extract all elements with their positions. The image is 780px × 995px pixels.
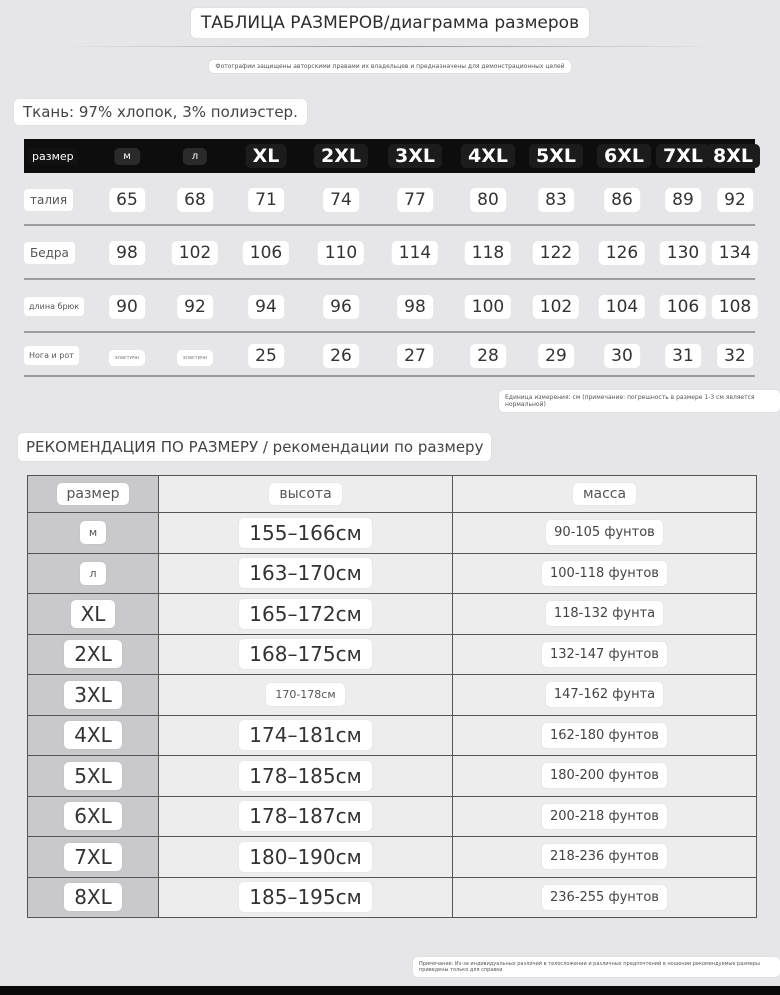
height-cell xyxy=(159,756,453,797)
height-cell xyxy=(159,675,453,716)
row-size: м xyxy=(80,521,106,544)
size-header-5xl: 5XL xyxy=(529,144,583,168)
row-size: 8XL xyxy=(64,883,122,911)
height-cell xyxy=(159,553,453,594)
leg-3xl: 27 xyxy=(397,344,433,368)
row-weight: 218-236 фунтов xyxy=(542,844,667,869)
size-header-xl: XL xyxy=(246,144,287,168)
row-size: 7XL xyxy=(64,843,122,871)
recommendation-title: РЕКОМЕНДАЦИЯ ПО РАЗМЕРУ / рекомендации по размеру xyxy=(18,433,491,461)
height-cell xyxy=(159,715,453,756)
size-cell xyxy=(28,877,159,918)
table-row xyxy=(28,553,757,594)
waist-2xl: 74 xyxy=(323,188,359,212)
height-cell xyxy=(159,594,453,635)
table-row xyxy=(28,837,757,878)
weight-cell xyxy=(453,675,757,716)
row-height: 170-178см xyxy=(266,683,344,706)
size-header-label: размер xyxy=(28,148,78,165)
bottom-note: Примечание: Из-за индивидуальных различий в телосложении и различных предпочтений в ношении рекомендуемые размеры приведены только для справки xyxy=(413,957,780,977)
size-cell xyxy=(28,756,159,797)
recommendation-table xyxy=(27,475,757,918)
length-xl: 94 xyxy=(248,295,284,319)
table-row xyxy=(28,634,757,675)
row-size: 4XL xyxy=(64,721,122,749)
size-cell xyxy=(28,675,159,716)
row-weight: 132-147 фунтов xyxy=(542,642,667,667)
waist-4xl: 80 xyxy=(470,188,506,212)
row-divider xyxy=(24,224,755,226)
length-2xl: 96 xyxy=(323,295,359,319)
size-cell xyxy=(28,513,159,554)
waist-m: 65 xyxy=(109,188,145,212)
length-5xl: 102 xyxy=(533,295,579,319)
hips-5xl: 122 xyxy=(533,241,579,265)
size-cell xyxy=(28,553,159,594)
row-size: 6XL xyxy=(64,802,122,830)
row-divider xyxy=(24,331,755,333)
size-header-m: м xyxy=(114,148,140,165)
height-cell xyxy=(159,513,453,554)
row-height: 165–172см xyxy=(239,599,371,629)
row-weight: 200-218 фунтов xyxy=(542,804,667,829)
bottom-bar xyxy=(0,986,780,995)
header-height-cell xyxy=(159,476,453,513)
waist-8xl: 92 xyxy=(717,188,753,212)
row-height: 178–185см xyxy=(239,761,371,791)
row-weight: 100-118 фунтов xyxy=(542,561,667,586)
fabric-composition: Ткань: 97% хлопок, 3% полиэстер. xyxy=(14,99,307,125)
table-header-row xyxy=(28,476,757,513)
header-weight-cell xyxy=(453,476,757,513)
size-header-3xl: 3XL xyxy=(388,144,442,168)
size-header-l: л xyxy=(183,148,207,165)
length-6xl: 104 xyxy=(599,295,645,319)
row-size: 2XL xyxy=(64,640,122,668)
row-height: 185–195см xyxy=(239,882,371,912)
size-chart-header xyxy=(24,139,755,173)
hips-8xl: 134 xyxy=(712,241,758,265)
header-weight: масса xyxy=(573,483,636,505)
row-height: 168–175см xyxy=(239,639,371,669)
row-label-hips: Бедра xyxy=(24,242,75,264)
hips-7xl: 130 xyxy=(660,241,706,265)
length-8xl: 108 xyxy=(712,295,758,319)
table-row xyxy=(28,594,757,635)
row-height: 163–170см xyxy=(239,558,371,588)
row-height: 178–187см xyxy=(239,801,371,831)
waist-l: 68 xyxy=(177,188,213,212)
row-label-leg-opening: Нога и рот xyxy=(24,346,79,365)
row-height: 174–181см xyxy=(239,720,371,750)
row-weight: 180-200 фунтов xyxy=(542,763,667,788)
row-height: 155–166см xyxy=(239,518,371,548)
weight-cell xyxy=(453,513,757,554)
row-weight: 118-132 фунта xyxy=(546,601,663,626)
size-header-4xl: 4XL xyxy=(461,144,515,168)
height-cell xyxy=(159,837,453,878)
hips-xl: 106 xyxy=(243,241,289,265)
row-weight: 147-162 фунта xyxy=(546,682,663,707)
hips-3xl: 114 xyxy=(392,241,438,265)
row-weight: 236-255 фунтов xyxy=(542,885,667,910)
size-cell xyxy=(28,594,159,635)
title-area xyxy=(0,8,780,38)
height-cell xyxy=(159,796,453,837)
unit-note: Единица измерения: см (примечание: погрешность в размере 1-3 см является нормальной) xyxy=(499,390,780,412)
waist-xl: 71 xyxy=(248,188,284,212)
title-divider xyxy=(60,46,720,47)
size-header-8xl: 8XL xyxy=(706,144,760,168)
table-row xyxy=(28,715,757,756)
row-label-pants-length: длина брюк xyxy=(24,297,84,316)
header-height: высота xyxy=(269,483,341,505)
table-row xyxy=(28,675,757,716)
leg-2xl: 26 xyxy=(323,344,359,368)
weight-cell xyxy=(453,634,757,675)
length-4xl: 100 xyxy=(465,295,511,319)
weight-cell xyxy=(453,796,757,837)
leg-7xl: 31 xyxy=(665,344,701,368)
leg-4xl: 28 xyxy=(470,344,506,368)
copyright-area xyxy=(0,53,780,73)
size-header-7xl: 7XL xyxy=(656,144,710,168)
size-cell xyxy=(28,796,159,837)
leg-8xl: 32 xyxy=(717,344,753,368)
weight-cell xyxy=(453,837,757,878)
row-divider xyxy=(24,375,755,377)
size-header-6xl: 6XL xyxy=(597,144,651,168)
table-row xyxy=(28,796,757,837)
row-size: л xyxy=(80,562,105,585)
leg-6xl: 30 xyxy=(604,344,640,368)
table-row xyxy=(28,756,757,797)
waist-3xl: 77 xyxy=(397,188,433,212)
header-size-cell xyxy=(28,476,159,513)
length-m: 90 xyxy=(109,295,145,319)
height-cell xyxy=(159,877,453,918)
row-size: 3XL xyxy=(64,681,122,709)
waist-5xl: 83 xyxy=(538,188,574,212)
table-row xyxy=(28,513,757,554)
row-divider xyxy=(24,278,755,280)
hips-2xl: 110 xyxy=(318,241,364,265)
waist-7xl: 89 xyxy=(665,188,701,212)
row-height: 180–190см xyxy=(239,842,371,872)
table-row xyxy=(28,877,757,918)
row-weight: 90-105 фунтов xyxy=(546,520,663,545)
leg-m: эластичн xyxy=(109,350,145,366)
size-cell xyxy=(28,837,159,878)
length-7xl: 106 xyxy=(660,295,706,319)
size-header-2xl: 2XL xyxy=(314,144,368,168)
weight-cell xyxy=(453,594,757,635)
size-cell xyxy=(28,634,159,675)
length-l: 92 xyxy=(177,295,213,319)
hips-4xl: 118 xyxy=(465,241,511,265)
hips-6xl: 126 xyxy=(599,241,645,265)
row-size: XL xyxy=(71,600,116,628)
weight-cell xyxy=(453,756,757,797)
weight-cell xyxy=(453,715,757,756)
hips-m: 98 xyxy=(109,241,145,265)
length-3xl: 98 xyxy=(397,295,433,319)
size-cell xyxy=(28,715,159,756)
leg-xl: 25 xyxy=(248,344,284,368)
height-cell xyxy=(159,634,453,675)
leg-5xl: 29 xyxy=(538,344,574,368)
weight-cell xyxy=(453,877,757,918)
copyright-note: Фотографии защищены авторскими правами их владельцев и предназначены для демонстрационных целей xyxy=(209,60,570,73)
page-title: ТАБЛИЦА РАЗМЕРОВ/диаграмма размеров xyxy=(191,8,589,38)
leg-l: эластичн xyxy=(177,350,213,366)
row-weight: 162-180 фунтов xyxy=(542,723,667,748)
weight-cell xyxy=(453,553,757,594)
header-size: размер xyxy=(57,483,130,505)
hips-l: 102 xyxy=(172,241,218,265)
row-label-waist: талия xyxy=(24,189,73,211)
row-size: 5XL xyxy=(64,762,122,790)
waist-6xl: 86 xyxy=(604,188,640,212)
